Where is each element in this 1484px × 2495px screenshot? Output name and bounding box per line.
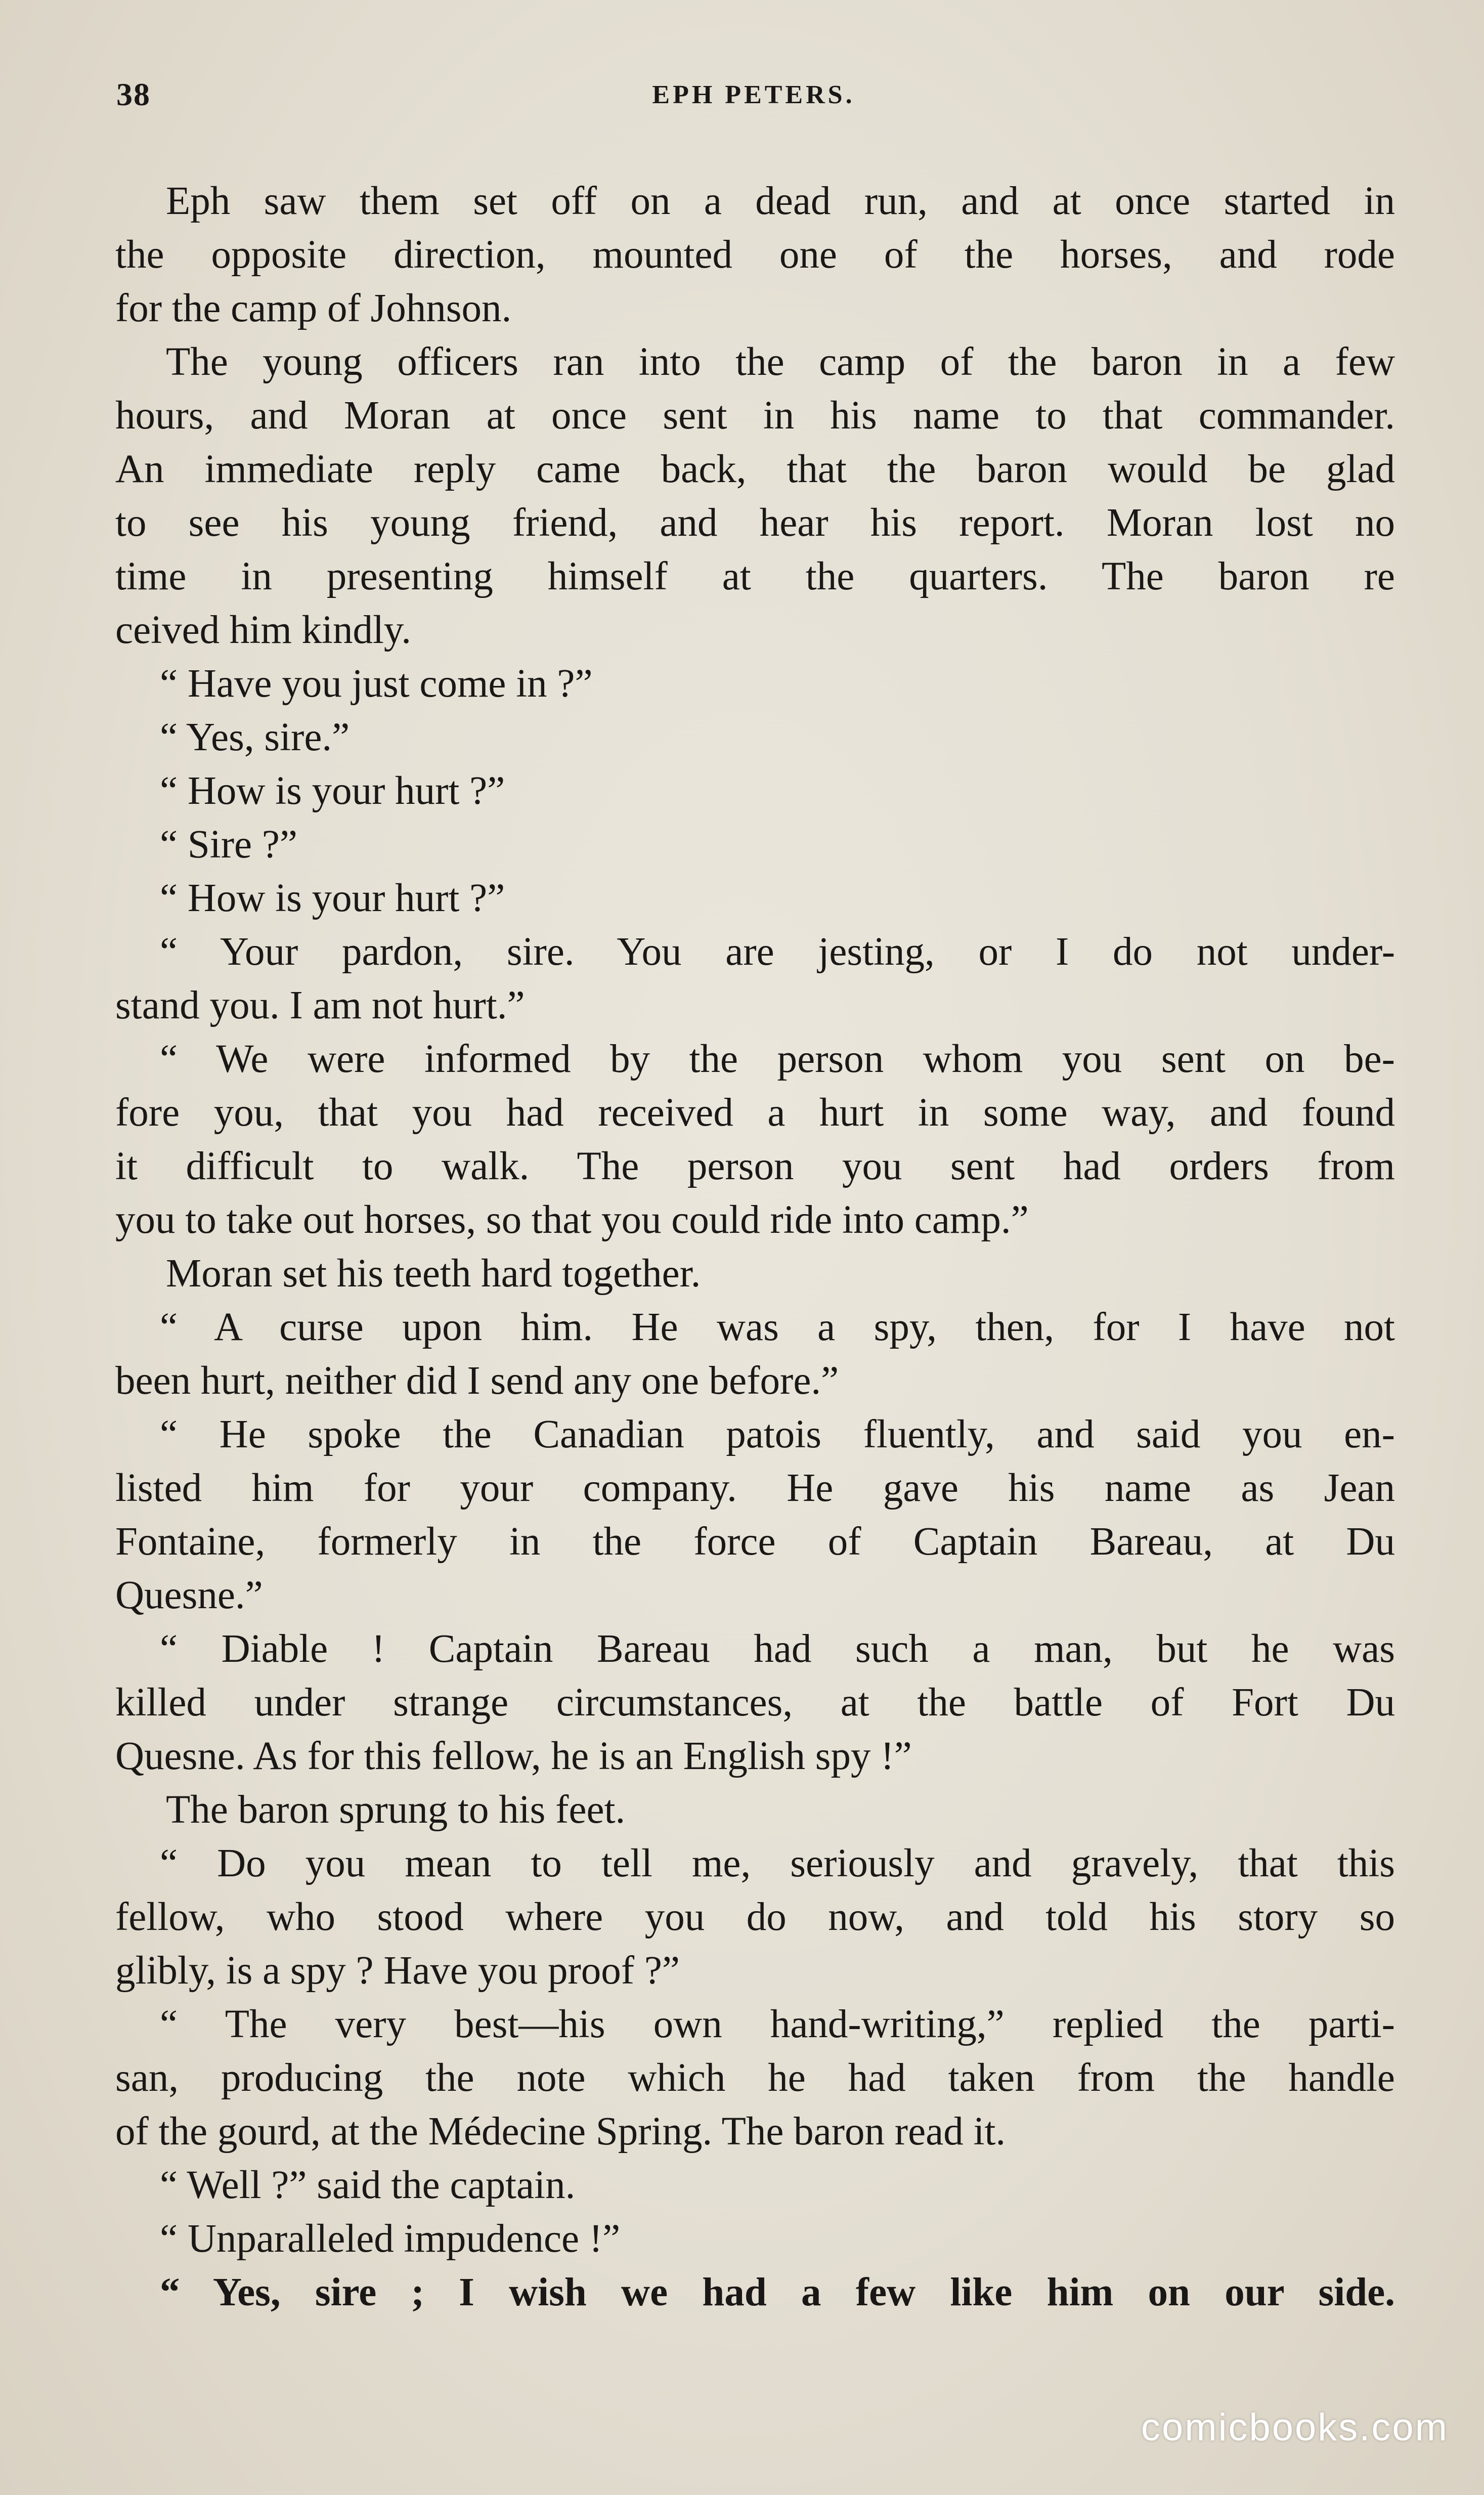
text-line: the opposite direction, mounted one of the horses, and rode — [115, 233, 1395, 277]
text-line: “ A curse upon him. He was a spy, then, for I have not — [160, 1305, 1395, 1349]
page-header — [116, 76, 1391, 121]
text-line: ceived him kindly. — [115, 608, 412, 652]
text-line: san, producing the note which he had taken from the handle — [115, 2056, 1395, 2100]
text-line: of the gourd, at the Médecine Spring. The baron read it. — [115, 2110, 1006, 2154]
text-line: The baron sprung to his feet. — [166, 1788, 626, 1832]
text-line: fellow, who stood where you do now, and told his story so — [115, 1895, 1395, 1939]
text-line: “ How is your hurt ?” — [160, 769, 505, 813]
text-line: “ Yes, sire.” — [160, 715, 350, 759]
watermark: comicbooks.com — [1141, 2406, 1449, 2449]
text-line: hours, and Moran at once sent in his name to that commander. — [115, 394, 1395, 438]
text-line: “ How is your hurt ?” — [160, 876, 505, 920]
text-line: “ Your pardon, sire. You are jesting, or I do not under- — [160, 930, 1395, 974]
text-line: Quesne. As for this fellow, he is an English spy !” — [115, 1734, 912, 1778]
text-line: Moran set his teeth hard together. — [166, 1252, 701, 1296]
text-line: “ He spoke the Canadian patois fluently, and said you en- — [160, 1412, 1395, 1456]
text-line: it difficult to walk. The person you sent had orders from — [115, 1144, 1395, 1188]
body-text — [115, 175, 1395, 2319]
text-line: “ We were informed by the person whom you sent on be- — [160, 1037, 1395, 1081]
text-line: glibly, is a spy ? Have you proof ?” — [115, 1949, 680, 1993]
text-line: Fontaine, formerly in the force of Captain Bareau, at Du — [115, 1520, 1395, 1564]
running-title: EPH PETERS. — [652, 80, 855, 109]
text-line: “ Well ?” said the captain. — [160, 2163, 576, 2207]
text-line: “ Diable ! Captain Bareau had such a man, but he was — [160, 1627, 1395, 1671]
text-line: “ Yes, sire ; I wish we had a few like him on our side. — [160, 2270, 1395, 2314]
text-line: Eph saw them set off on a dead run, and at once started in — [166, 179, 1395, 223]
text-line: An immediate reply came back, that the baron would be glad — [115, 447, 1395, 491]
text-line: you to take out horses, so that you could ride into camp.” — [115, 1198, 1029, 1242]
text-line: stand you. I am not hurt.” — [115, 983, 525, 1027]
text-line: killed under strange circumstances, at the battle of Fort Du — [115, 1681, 1395, 1725]
text-line: been hurt, neither did I send any one before.” — [115, 1359, 839, 1403]
text-line: “ Do you mean to tell me, seriously and gravely, that this — [160, 1841, 1395, 1885]
text-line: The young officers ran into the camp of the baron in a few — [166, 340, 1395, 384]
text-line: “ Have you just come in ?” — [160, 662, 593, 706]
text-line: to see his young friend, and hear his report. Moran lost no — [115, 501, 1395, 545]
text-line: for the camp of Johnson. — [115, 286, 512, 330]
text-line: “ The very best—his own hand-writing,” replied the parti- — [160, 2002, 1395, 2046]
text-line: time in presenting himself at the quarters. The baron re — [115, 554, 1395, 598]
text-line: “ Sire ?” — [160, 823, 297, 867]
text-line: “ Unparalleled impudence !” — [160, 2217, 621, 2261]
page-number: 38 — [116, 76, 151, 112]
text-line: listed him for your company. He gave his name as Jean — [115, 1466, 1395, 1510]
text-line: fore you, that you had received a hurt in some way, and found — [115, 1091, 1395, 1135]
text-line: Quesne.” — [115, 1573, 263, 1617]
